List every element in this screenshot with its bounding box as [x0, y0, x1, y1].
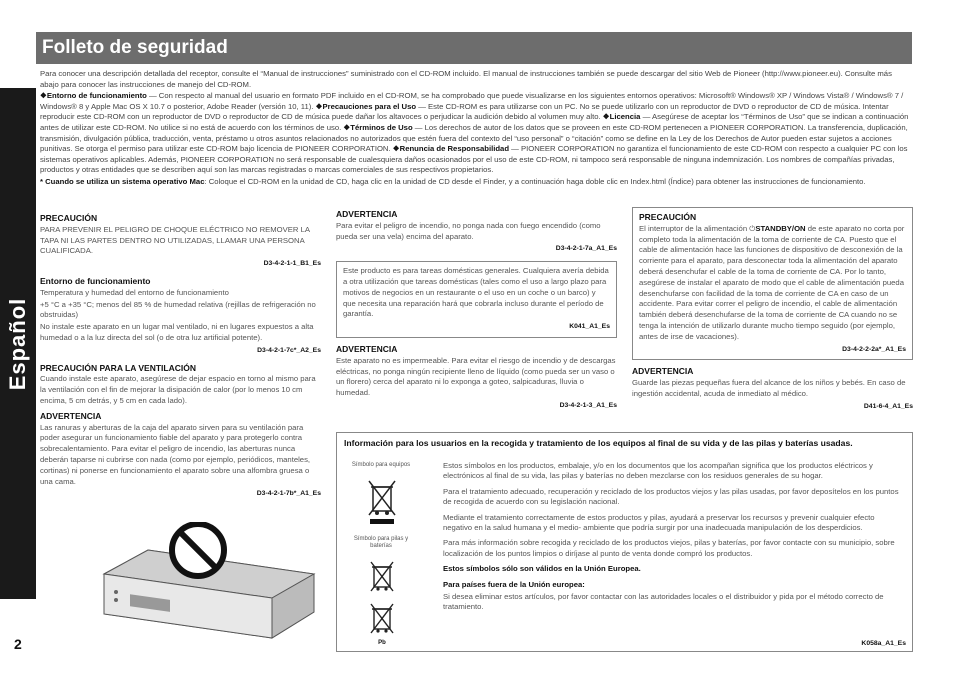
domestic-use-notice: [336, 261, 617, 338]
page-title: Folleto de seguridad: [42, 37, 228, 58]
page-number: 2: [14, 636, 22, 652]
intro-text: [40, 69, 910, 189]
language-tab: [0, 88, 36, 599]
reference-code: D3-4-2-1-1_B1_Es: [263, 260, 321, 268]
language-label: Español: [5, 297, 30, 390]
page-header: [36, 32, 912, 64]
intro-paragraph: Para conocer una descripción detallada del receptor, consulte el “Manual de instrucciones” suministrado con el CD-ROM incluido. El manual de instrucciones también se puede descargar del sitio Web de Pioneer (http://www.pioneer.eu). Consulte más abajo para conocer las instrucciones de manejo del CD-ROM.: [40, 69, 892, 89]
reference-code: D3-4-2-2-2a*_A1_Es: [842, 345, 906, 353]
weee-title: Información para los usuarios en la recogida y tratamiento de los equipos al final de su vida y de las pilas y baterías usadas.: [344, 438, 853, 448]
notice-text: Este producto es para tareas domésticas generales. Cualquiera avería debida a otra utilización que tareas domésticas (tales como el uso a largo plazo para motivos de negocios en un restaurante o el uso en un coche o un barco) y que necesita una reparación hará que cobrarla incluso durante el período de garantía.: [343, 266, 609, 319]
section-title: Entorno de funcionamiento: [40, 275, 151, 286]
reference-code: D3-4-2-1-3_A1_Es: [559, 401, 617, 409]
reference-code: K041_A1_Es: [569, 323, 610, 331]
section-title: ADVERTENCIA: [40, 410, 102, 421]
section-title: ADVERTENCIA: [336, 343, 398, 354]
text-mac: : Coloque el CD-ROM en la unidad de CD, haga clic en la unidad de CD desde el Finder, y a continuación haga doble clic en Index.html (Índice) para obtener las instrucciones de funcionamiento.: [204, 176, 866, 186]
weee-paragraph: Para más información sobre recogida y reciclado de los productos viejos, pilas y baterías, por favor contacte con su municipio, sobre localización de los puntos limpios o diríjase al punto de venta donde compró los productos.: [443, 538, 895, 558]
power-icon: ⏻: [749, 223, 756, 233]
text-precauciones: — Este CD-ROM es para utilizarse con un PC. No se puede utilizarlo con un reproductor de DVD o reproductor de CD de música. Intentar reproducir este CD-ROM con un reproductor de DVD o reproductor de CD de música puede dañar los altavoces o perjudicar la audición debido al volumen muy alto.: [40, 101, 889, 122]
heading-licencia: ❖Licencia: [602, 112, 641, 122]
weee-paragraph: Si desea eliminar estos artículos, por favor contactar con las autoridades locales o el distribuidor y pida por el método correcto de tratamiento.: [443, 592, 884, 612]
section-title: ADVERTENCIA: [336, 209, 398, 219]
section-text: +5 °C a +35 °C; menos del 85 % de humedad relativa (rejillas de refrigeración no obstruidas): [40, 299, 316, 320]
weee-paragraph: Para países fuera de la Unión europea:: [443, 579, 585, 589]
standby-label: STANDBY/ON: [755, 223, 806, 233]
section-text: Para evitar el peligro de incendio, no ponga nada con fuego encendido (como pueda ser una vela) encima del aparato.: [336, 220, 601, 241]
standby-notice: [632, 207, 913, 360]
section-text: PARA PREVENIR EL PELIGRO DE CHOQUE ELÉCTRICO NO REMOVER LA TAPA NI LAS PARTES DENTRO NO UTILIZADAS, LLAMAR UNA PERSONA CUALIFICADA.: [40, 224, 310, 256]
reference-code: D3-4-2-1-7c*_A2_Es: [257, 346, 321, 354]
section-text: No instale este aparato en un lugar mal ventilado, ni en lugares expuestos a alta humedad o a la luz directa del sol (o de otra luz artificial potente).: [40, 322, 314, 342]
text-entorno: — Con respecto al manual del usuario en formato PDF incluido en el CD-ROM, se ha comprobado que puede visualizarse en los siguientes entornos operativos: Microsoft® Windows® XP / Windows Vista® / Windows® 7 / Windows® 8 y Apple Mac OS X 10.7 o posterior, Adobe Reader (versión 10, 11).: [40, 91, 904, 111]
crossed-bin-battery-icon: [369, 561, 395, 597]
section-title: PRECAUCIÓN: [639, 212, 697, 222]
heading-mac: * Cuando se utiliza un sistema operativo Mac: [40, 176, 205, 186]
section-text: Este aparato no es impermeable. Para evitar el riesgo de incendio y de descargas eléctricas, no ponga ningún recipiente lleno de líquido (como pueda ser un vaso o un florero) cerca del aparato ni lo exponga a goteo, salpicaduras, lluvia o humedad.: [336, 355, 616, 398]
heading-entorno: ❖Entorno de funcionamiento: [40, 91, 147, 101]
reference-code: D41-6-4_A1_Es: [863, 402, 913, 410]
heading-terminos: ❖Términos de Uso: [343, 122, 413, 132]
weee-paragraph: Estos símbolos en los productos, embalaje, y/o en los documentos que los acompañan significa que los productos eléctricos y electrónicos al final de su vida, las pilas y baterías no deben mezclarse con los residuos generales de su hogar.: [443, 461, 873, 481]
section-title: PRECAUCIÓN: [40, 213, 98, 223]
weee-paragraph: Para el tratamiento adecuado, recuperación y reciclado de los productos viejos y las pilas usadas, por favor deposítelos en los puntos de recogida de acuerdo con su legislación nacional.: [443, 486, 899, 507]
column-middle: [336, 207, 617, 418]
mac-note: [40, 177, 910, 188]
cdrom-info: [40, 91, 910, 176]
column-left: [40, 211, 321, 506]
weee-paragraph: Mediante el tratamiento correctamente de estos productos y pilas, ayudará a preservar los recursos y prevenir cualquier efecto negativo en la salud humana y el medio- ambiente que podría surgir por una inadecuada manipulación de los desperdicios.: [443, 512, 875, 533]
section-text: Temperatura y humedad del entorno de funcionamiento: [40, 287, 229, 297]
text-terminos: — Los derechos de autor de los datos que se proveen en este CD-ROM pertenecen a PIONEER CORPORATION. La transferencia, duplicación, transmisión, divulgación pública, traducción, venta, préstamo u otros asuntos relacionados no autorizados que estén fuera del contexto del “uso personal” o “citación” como se define en la Ley de los Derechos de Autor pueden estar sujetos a acciones punitivas. Se otorga el permiso para utilizar este CD-ROM bajo licencia de PIONEER CORPORATION.: [40, 122, 908, 154]
crossed-bin-icon: [367, 479, 397, 525]
column-right: [632, 207, 913, 419]
weee-info-box: [336, 432, 913, 652]
text-renuncia: — PIONEER CORPORATION no garantiza el funcionamiento de este CD-ROM con respecto a cualquier PC con los sistemas operativos aplicables. Además, PIONEER CORPORATION no será responsable de cualesquiera daños ocasionados por el uso de este CD-ROM, ni tampoco será responsable de ninguna indemnización. Los nombres de compañías privadas, productos y otras entidades que se describen aquí son las marcas registradas o marcas comerciales de sus respectivos propietarios.: [40, 144, 908, 175]
weee-paragraph: Estos símbolos sólo son válidos en la Unión Europea.: [443, 564, 641, 574]
heading-precauciones: ❖Precauciones para el Uso: [315, 101, 417, 111]
notice-text: El interruptor de la alimentación ⏻STANDBY/ON de este aparato no corta por completo toda la alimentación de la toma de corriente de CA. Puesto que el cable de alimentación hace las funciones de dispositivo de desconexión de la corriente para el aparato, para desconectar toda la alimentación del aparato deberá desenchufar el cable de la toma de corriente de CA. Por lo tanto, asegúrese de instalar el aparato de modo que el cable de alimentación pueda desenchufarse con facilidad de la toma de corriente de CA en caso de un accidente. Para evitar correr el peligro de incendio, el cable de alimentación también deberá desenchufarse de la toma de corriente de CA cuando no se tenga la intención de utilizarlo durante mucho tiempo seguido (por ejemplo, antes de irse de vacaciones).: [639, 223, 905, 341]
equipment-symbol-label: Símbolo para equipos: [351, 462, 411, 468]
pb-label: Pb: [378, 640, 386, 646]
section-text: Guarde las piezas pequeñas fuera del alcance de los niños y bebés. En caso de ingestión accidental, acuda de inmediato al médico.: [632, 378, 906, 398]
section-text: Las ranuras y aberturas de la caja del aparato sirven para su ventilación para poder asegurar un funcionamiento fiable del aparato y para protegerlo contra sobrecalentamiento. Para evitar el peligro de incendio, las aberturas nunca deberán taparse ni cubrirse con nada (como por ejemplo, periódicos, manteles, cortinas) ni ponerse en funcionamiento el aparato sobre una alfombra gruesa o una cama.: [40, 422, 311, 486]
section-text: Cuando instale este aparato, asegúrese de dejar espacio en torno al mismo para la ventilación con el fin de mejorar la disipación de calor (por lo menos 10 cm encima, 5 cm detrás, y 5 cm en cada lado).: [40, 374, 316, 405]
battery-symbol-label: Símbolo para pilas y baterías: [353, 536, 409, 549]
reference-code: D3-4-2-1-7b*_A1_Es: [256, 490, 321, 498]
reference-code: K058a_A1_Es: [861, 640, 906, 647]
text-licencia: — Asegúrese de aceptar los “Términos de Uso” que se indican a continuación antes de utilizar este CD-ROM. No utilice si no está de acuerdo con los términos de uso.: [40, 112, 909, 132]
reference-code: D3-4-2-1-7a_A1_Es: [555, 245, 617, 253]
section-title: ADVERTENCIA: [632, 366, 694, 377]
heading-renuncia: ❖Renuncia de Responsabilidad: [392, 144, 510, 154]
section-title: PRECAUCIÓN PARA LA VENTILACIÓN: [40, 362, 196, 373]
no-stacking-illustration: [100, 522, 320, 640]
crossed-bin-battery-pb-icon: [369, 603, 395, 639]
weee-text: [443, 461, 905, 618]
